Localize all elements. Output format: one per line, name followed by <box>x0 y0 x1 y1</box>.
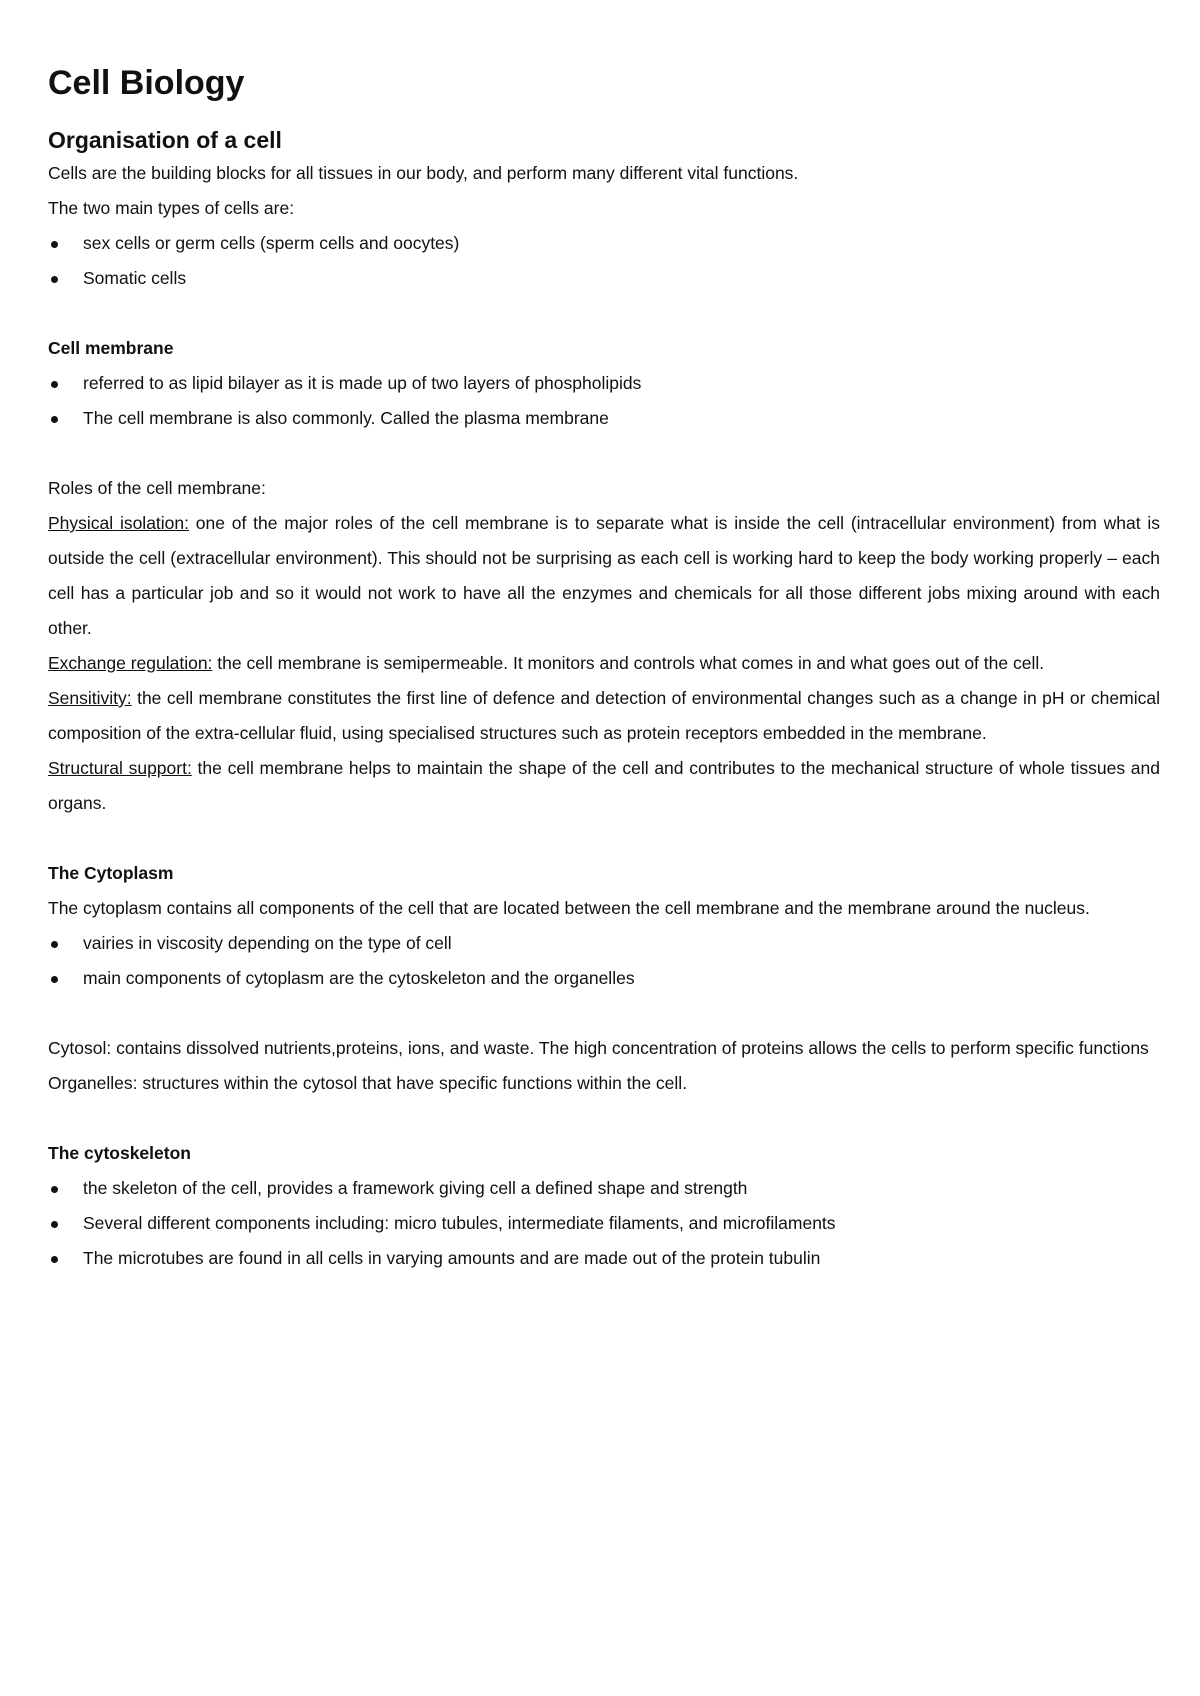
paragraph: Roles of the cell membrane: <box>48 478 266 498</box>
section-heading-cytoplasm: The Cytoplasm <box>48 863 174 883</box>
role-paragraph: Physical isolation: one of the major roles of the cell membrane is to separate what is inside the cell (intracellular environment) from what is outside the cell (extracellular environment). This should not be surprising as each cell is working hard to keep the body working properly – each cell has a particular job and so it would not work to have all the enzymes and chemicals for all those different jobs mixing around with each other. <box>48 513 1160 638</box>
section-heading-membrane: Cell membrane <box>48 338 174 358</box>
role-term: Sensitivity: <box>48 688 132 708</box>
role-paragraph: Structural support: the cell membrane helps to maintain the shape of the cell and contributes to the mechanical structure of whole tissues and organs. <box>48 758 1160 813</box>
document-title: Cell Biology <box>48 64 245 102</box>
paragraph: The two main types of cells are: <box>48 198 295 218</box>
bullet-icon <box>51 381 58 388</box>
bullet-list <box>48 366 1160 436</box>
paragraph: Cells are the building blocks for all tissues in our body, and perform many different vital functions. <box>48 163 799 183</box>
paragraph: The cytoplasm contains all components of the cell that are located between the cell membrane and the membrane around the nucleus. <box>48 898 1090 918</box>
bullet-icon <box>51 1221 58 1228</box>
bullet-icon <box>51 941 58 948</box>
role-term: Structural support: <box>48 758 192 778</box>
role-term: Physical isolation: <box>48 513 190 533</box>
list-item: Several different components including: micro tubules, intermediate filaments, and microfilaments <box>48 1206 1160 1241</box>
bullet-icon <box>51 1256 58 1263</box>
list-item: referred to as lipid bilayer as it is made up of two layers of phospholipids <box>48 366 1160 401</box>
role-term: Exchange regulation: <box>48 653 213 673</box>
list-item: sex cells or germ cells (sperm cells and oocytes) <box>48 226 1160 261</box>
bullet-icon <box>51 1186 58 1193</box>
bullet-icon <box>51 976 58 983</box>
bullet-list <box>48 1171 1160 1276</box>
document-page <box>48 56 1160 1276</box>
list-item: the skeleton of the cell, provides a framework giving cell a defined shape and strength <box>48 1171 1160 1206</box>
bullet-list <box>48 226 1160 296</box>
list-item: Somatic cells <box>48 261 1160 296</box>
list-item: The microtubes are found in all cells in varying amounts and are made out of the protein tubulin <box>48 1241 1160 1276</box>
section-heading-cytoskeleton: The cytoskeleton <box>48 1143 191 1163</box>
paragraph: Cytosol: contains dissolved nutrients,proteins, ions, and waste. The high concentration of proteins allows the cells to perform specific functions <box>48 1038 1149 1058</box>
bullet-icon <box>51 241 58 248</box>
bullet-list <box>48 926 1160 996</box>
paragraph: Organelles: structures within the cytosol that have specific functions within the cell. <box>48 1073 688 1093</box>
section-heading-organisation: Organisation of a cell <box>48 127 282 153</box>
bullet-icon <box>51 416 58 423</box>
bullet-icon <box>51 276 58 283</box>
role-paragraph: Sensitivity: the cell membrane constitutes the first line of defence and detection of environmental changes such as a change in pH or chemical composition of the extra-cellular fluid, using specialised structures such as protein receptors embedded in the membrane. <box>48 688 1160 743</box>
list-item: vairies in viscosity depending on the type of cell <box>48 926 1160 961</box>
role-paragraph: Exchange regulation: the cell membrane is semipermeable. It monitors and controls what comes in and what goes out of the cell. <box>48 653 1045 673</box>
list-item: The cell membrane is also commonly. Called the plasma membrane <box>48 401 1160 436</box>
list-item: main components of cytoplasm are the cytoskeleton and the organelles <box>48 961 1160 996</box>
